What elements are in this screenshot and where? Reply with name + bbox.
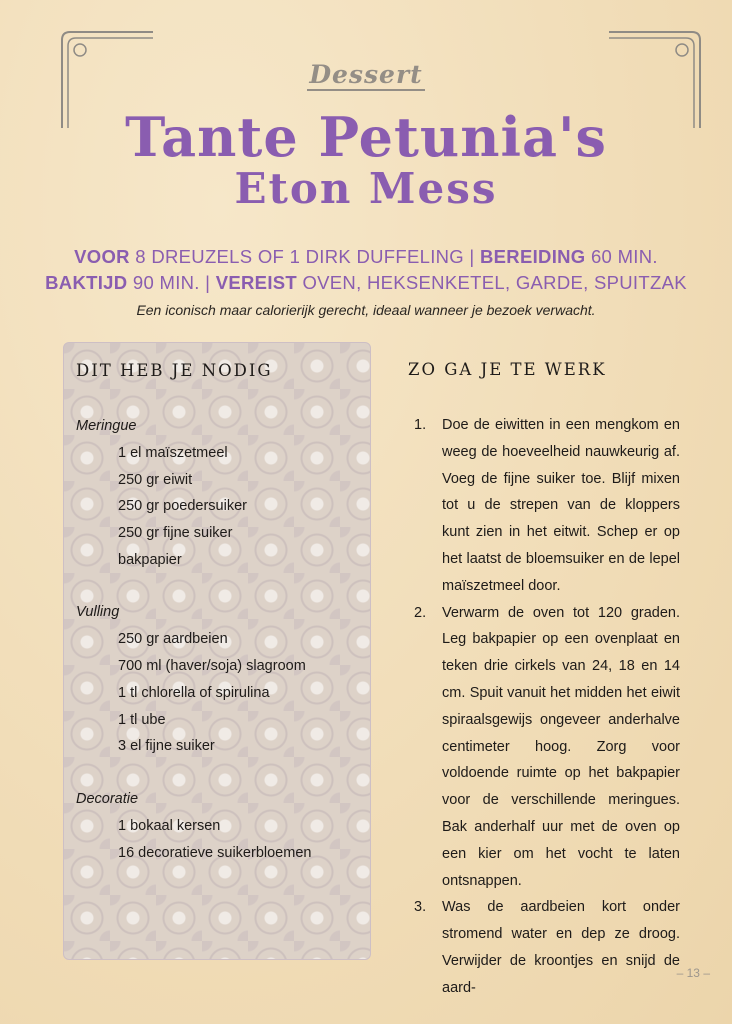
step-number: 3. — [414, 899, 427, 916]
recipe-tagline: Een iconisch maar calorierijk gerecht, ideaal wanneer je bezoek verwacht. — [136, 302, 596, 318]
ingredient-item: 1 el maïszetmeel — [118, 445, 228, 461]
method-steps — [408, 412, 680, 1002]
method-step — [408, 894, 680, 1001]
ingredient-group-title: Meringue — [76, 418, 137, 434]
serves-value: 8 DREUZELS OF 1 DIRK DUFFELING | — [135, 246, 475, 267]
ingredient-item: bakpapier — [118, 551, 182, 568]
ingredient-item: 250 gr eiwit — [118, 471, 193, 488]
ingredient-item: 1 tl chlorella of spirulina — [118, 684, 270, 701]
ingredient-group-vulling — [76, 599, 366, 759]
step-text: Doe de eiwitten in een mengkom en weeg de hoeveelheid nauwkeurig af. Voeg de fijne suiker toe. Blijf mixen tot u de strepen van de kloppers kunt zien in het eitwit. Schep er op het laatst de bloemsuiker en de lepel maïszetmeel door. — [442, 417, 680, 594]
step-text: Was de aardbeien kort onder stromend water en dep ze droog. Verwijder de kroontjes en snijd de aard- — [442, 899, 680, 996]
ingredient-item: 16 decoratieve suikerbloemen — [118, 844, 312, 861]
method-heading: ZO GA JE TE WERK — [408, 360, 607, 379]
ingredient-item: 3 el fijne suiker — [118, 738, 215, 755]
bake-value: 90 MIN. | — [132, 272, 211, 293]
recipe-title-line-2: Eton Mess — [234, 164, 498, 213]
ingredients-heading: DIT HEB JE NODIG — [76, 361, 273, 380]
ingredient-item: 1 bokaal kersen — [118, 817, 221, 834]
page-number: – 13 – — [676, 966, 710, 980]
prep-value: 60 MIN. — [590, 246, 658, 267]
recipe-title-line-1: Tante Petunia's — [125, 105, 607, 169]
ingredients-list — [76, 413, 366, 892]
ingredients-panel — [63, 342, 371, 960]
ingredient-item: 250 gr aardbeien — [118, 631, 228, 648]
category-label: Dessert — [309, 60, 423, 89]
requires-label: VEREIST — [215, 272, 297, 293]
recipe-title — [0, 105, 732, 213]
serves-label: VOOR — [74, 246, 130, 267]
step-number: 1. — [414, 417, 427, 433]
ingredient-group-title: Decoratie — [76, 790, 139, 807]
step-text: Verwarm de oven tot 120 graden. Leg bakpapier op een ovenplaat en teken drie cirkels van 24, 18 en 14 cm. Spuit vanuit het midden het eiwit spiraalsgewijs ongeveer anderhalve centimeter hoog. Zorg voor voldoende ruimte op het bakpapier voor de verschillende meringues. Bak anderhalf uur met de oven op een kier om het vocht te laten ontsnappen. — [442, 604, 680, 889]
prep-label: BEREIDING — [480, 246, 586, 267]
ingredient-item: 250 gr poedersuiker — [118, 498, 247, 515]
ingredient-item: 700 ml (haver/soja) slagroom — [118, 658, 306, 675]
ingredient-item: 250 gr fijne suiker — [118, 525, 233, 542]
method-step — [408, 412, 680, 600]
ingredient-group-meringue — [76, 413, 366, 573]
recipe-meta-line-1 — [0, 246, 732, 268]
method-step — [408, 600, 680, 895]
ingredient-group-title: Vulling — [76, 604, 120, 621]
bake-label: BAKTIJD — [45, 272, 128, 293]
requires-value: OVEN, HEKSENKETEL, GARDE, SPUITZAK — [302, 272, 687, 293]
recipe-meta-line-2 — [0, 272, 732, 294]
step-number: 2. — [414, 604, 427, 621]
ingredient-item: 1 tl ube — [118, 711, 166, 728]
ingredient-group-decoratie — [76, 786, 366, 866]
